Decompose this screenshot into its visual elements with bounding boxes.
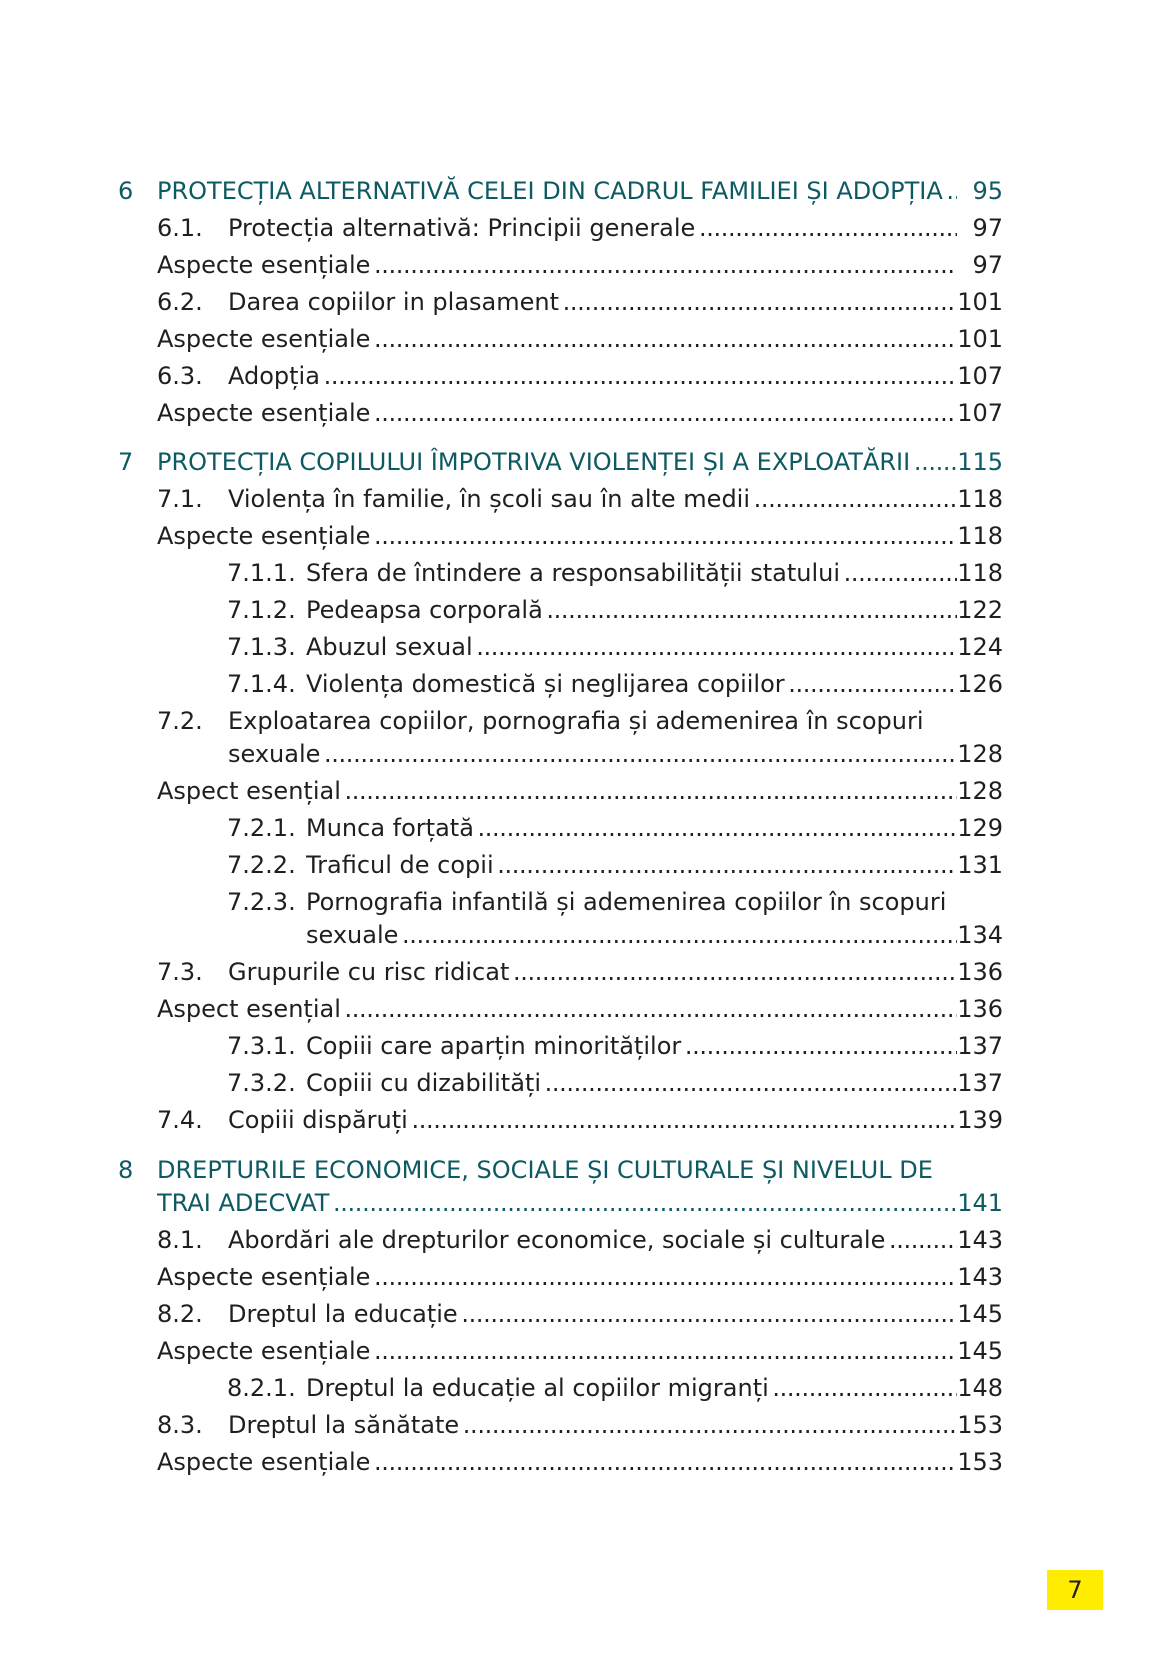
- toc-page-number: 128: [957, 736, 1003, 772]
- toc-chapter-8[interactable]: [118, 1152, 1003, 1224]
- toc-section-number: 7.3.: [157, 958, 203, 986]
- toc-subsection-number: 7.3.2.: [227, 1069, 296, 1097]
- toc-page-number: 141: [957, 1185, 1003, 1221]
- toc-subsection-7-2-2[interactable]: [227, 847, 1003, 883]
- toc-key-aspects-title: Aspecte esențiale . . .: [157, 1259, 957, 1295]
- toc-key-aspects[interactable]: [157, 1444, 1003, 1480]
- toc-chapter-7[interactable]: [118, 444, 1003, 480]
- toc-chapter-title: PROTECȚIA ALTERNATIVĂ CELEI DIN CADRUL FAMILIEI ȘI ADOPȚIA . . .: [157, 173, 957, 209]
- toc-page-number: 153: [957, 1444, 1003, 1480]
- toc-key-aspects[interactable]: [157, 247, 1003, 283]
- toc-section-7-3[interactable]: [157, 954, 1003, 990]
- toc-page-number: 118: [957, 518, 1003, 554]
- toc-section-8-2[interactable]: [157, 1296, 1003, 1332]
- toc-page-number: 145: [957, 1296, 1003, 1332]
- toc-subsection-title: Pedeapsa corporală . . .: [306, 592, 957, 628]
- toc-page-number: 145: [957, 1333, 1003, 1369]
- toc-key-aspects-title: Aspecte esențiale . . .: [157, 395, 957, 431]
- toc-section-title: Dreptul la educație . . .: [228, 1296, 957, 1332]
- toc-page-number: 143: [957, 1222, 1003, 1258]
- toc-subsection-title: Sfera de întindere a responsabilității statului . . .: [306, 555, 957, 591]
- toc-page-number: 126: [957, 666, 1003, 702]
- toc-subsection-number: 7.2.2.: [227, 851, 296, 879]
- toc-key-aspects-title: Aspecte esențiale . . .: [157, 518, 957, 554]
- toc-section-title: Protecția alternativă: Principii generale . . .: [228, 210, 957, 246]
- toc-section-number: 8.2.: [157, 1300, 203, 1328]
- toc-subsection-7-3-2[interactable]: [227, 1065, 1003, 1101]
- toc-section-title: Copiii dispăruți . . .: [228, 1102, 957, 1138]
- toc-key-aspects[interactable]: [157, 1259, 1003, 1295]
- toc-subsection-7-1-1[interactable]: [227, 555, 1003, 591]
- toc-page-number: 118: [957, 555, 1003, 591]
- toc-key-aspect-title: Aspect esențial . . .: [157, 773, 957, 809]
- toc-subsection-title: Violența domestică și neglijarea copiilor . . .: [306, 666, 957, 702]
- toc-subsection-title: Dreptul la educație al copiilor migranți . . .: [306, 1370, 957, 1406]
- toc-subsection-title: Copiii cu dizabilități . . .: [306, 1065, 957, 1101]
- toc-page-number: 131: [957, 847, 1003, 883]
- toc-section-title: Adopția . . .: [228, 358, 957, 394]
- toc-page-number: 137: [957, 1028, 1003, 1064]
- toc-key-aspects[interactable]: [157, 1333, 1003, 1369]
- toc-key-aspects[interactable]: [157, 518, 1003, 554]
- toc-section-number: 8.1.: [157, 1226, 203, 1254]
- toc-key-aspects-title: Aspecte esențiale . . .: [157, 247, 957, 283]
- toc-subsection-number: 7.1.4.: [227, 670, 296, 698]
- toc-page-number: 101: [957, 284, 1003, 320]
- toc-key-aspects[interactable]: [157, 395, 1003, 431]
- toc-section-title: Abordări ale drepturilor economice, sociale și culturale . . .: [228, 1222, 957, 1258]
- toc-page-number: 153: [957, 1407, 1003, 1443]
- toc-section-number: 7.2.: [157, 707, 203, 735]
- toc-key-aspects[interactable]: [157, 321, 1003, 357]
- toc-key-aspect[interactable]: [157, 773, 1003, 809]
- toc-page-number: 136: [957, 954, 1003, 990]
- toc-section-number: 7.1.: [157, 485, 203, 513]
- toc-page-number: 97: [957, 247, 1003, 283]
- toc-subsection-number: 8.2.1.: [227, 1374, 296, 1402]
- toc-subsection-7-1-2[interactable]: [227, 592, 1003, 628]
- toc-section-8-3[interactable]: [157, 1407, 1003, 1443]
- toc-subsection-7-3-1[interactable]: [227, 1028, 1003, 1064]
- toc-chapter-title: PROTECȚIA COPILULUI ÎMPOTRIVA VIOLENȚEI ȘI A EXPLOATĂRII . . .: [157, 444, 957, 480]
- toc-subsection-number: 7.1.1.: [227, 559, 296, 587]
- toc-chapter-number: 8: [118, 1156, 134, 1184]
- toc-key-aspects-title: Aspecte esențiale . . .: [157, 1444, 957, 1480]
- toc-section-7-1[interactable]: [157, 481, 1003, 517]
- toc-section-8-1[interactable]: [157, 1222, 1003, 1258]
- toc-page-number: 124: [957, 629, 1003, 665]
- toc-section-number: 6.3.: [157, 362, 203, 390]
- toc-page-number: 118: [957, 481, 1003, 517]
- toc-page-number: 137: [957, 1065, 1003, 1101]
- toc-subsection-number: 7.1.3.: [227, 633, 296, 661]
- toc-subsection-8-2-1[interactable]: [227, 1370, 1003, 1406]
- toc-section-number: 7.4.: [157, 1106, 203, 1134]
- toc-chapter-title-line1: DREPTURILE ECONOMICE, SOCIALE ȘI CULTURALE ȘI NIVELUL DE: [157, 1156, 933, 1184]
- toc-key-aspect-title: Aspect esențial . . .: [157, 991, 957, 1027]
- toc-subsection-number: 7.2.1.: [227, 814, 296, 842]
- toc-page-number: 122: [957, 592, 1003, 628]
- toc-page-number: 107: [957, 358, 1003, 394]
- toc-key-aspects-title: Aspecte esențiale . . .: [157, 321, 957, 357]
- toc-section-7-4[interactable]: [157, 1102, 1003, 1138]
- toc-subsection-title-line1: Pornografia infantilă și ademenirea copiilor în scopuri: [306, 888, 947, 916]
- toc-page-number: 115: [957, 444, 1003, 480]
- toc-subsection-title: Munca forțată . . .: [306, 810, 957, 846]
- toc-section-number: 6.1.: [157, 214, 203, 242]
- toc-subsection-7-2-1[interactable]: [227, 810, 1003, 846]
- toc-page-number: 129: [957, 810, 1003, 846]
- toc-section-title: Grupurile cu risc ridicat . . .: [228, 954, 957, 990]
- toc-section-6-1[interactable]: [157, 210, 1003, 246]
- toc-subsection-7-1-3[interactable]: [227, 629, 1003, 665]
- toc-section-7-2[interactable]: [157, 703, 1003, 775]
- toc-subsection-title-line2: sexuale . . .: [306, 917, 957, 953]
- toc-section-title: Violența în familie, în școli sau în alte medii . . .: [228, 481, 957, 517]
- toc-section-number: 8.3.: [157, 1411, 203, 1439]
- toc-page-number: 136: [957, 991, 1003, 1027]
- toc-key-aspects-title: Aspecte esențiale . . .: [157, 1333, 957, 1369]
- toc-chapter-number: 6: [118, 177, 134, 205]
- toc-subsection-7-1-4[interactable]: [227, 666, 1003, 702]
- page-number-badge: 7: [1047, 1570, 1103, 1610]
- toc-chapter-number: 7: [118, 448, 134, 476]
- toc-page-number: 97: [957, 210, 1003, 246]
- toc-section-6-2[interactable]: [157, 284, 1003, 320]
- toc-page-number: 101: [957, 321, 1003, 357]
- toc-section-title-line1: Exploatarea copiilor, pornografia și ademenirea în scopuri: [228, 707, 924, 735]
- toc-subsection-title: Traficul de copii . . .: [306, 847, 957, 883]
- toc-subsection-number: 7.3.1.: [227, 1032, 296, 1060]
- toc-page-number: 95: [957, 173, 1003, 209]
- toc-subsection-number: 7.2.3.: [227, 888, 296, 916]
- toc-subsection-title: Abuzul sexual . . .: [306, 629, 957, 665]
- toc-section-title-line2: sexuale . . .: [228, 736, 957, 772]
- toc-section-title: Darea copiilor in plasament . . .: [228, 284, 957, 320]
- toc-subsection-number: 7.1.2.: [227, 596, 296, 624]
- toc-chapter-title-line2: TRAI ADECVAT . . .: [157, 1185, 957, 1221]
- toc-page-number: 143: [957, 1259, 1003, 1295]
- toc-page-number: 134: [957, 917, 1003, 953]
- toc-key-aspect[interactable]: [157, 991, 1003, 1027]
- toc-page-number: 139: [957, 1102, 1003, 1138]
- toc-chapter-6[interactable]: [118, 173, 1003, 209]
- toc-page-number: 128: [957, 773, 1003, 809]
- toc-page-number: 107: [957, 395, 1003, 431]
- toc-subsection-title: Copiii care aparțin minorităților . . .: [306, 1028, 957, 1064]
- toc-section-6-3[interactable]: [157, 358, 1003, 394]
- toc-page-number: 148: [957, 1370, 1003, 1406]
- toc-section-title: Dreptul la sănătate . . .: [228, 1407, 957, 1443]
- toc-section-number: 6.2.: [157, 288, 203, 316]
- toc-subsection-7-2-3[interactable]: [227, 884, 1003, 956]
